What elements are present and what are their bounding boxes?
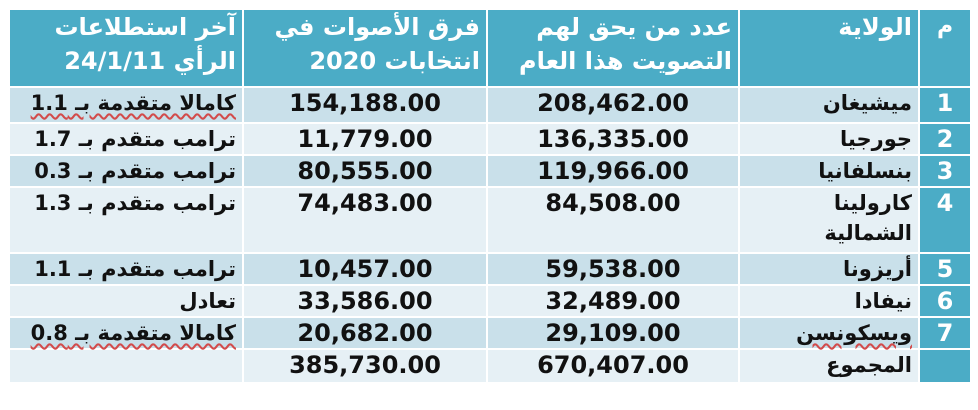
poll-result xyxy=(9,317,243,349)
table-row xyxy=(9,187,971,253)
table-row xyxy=(9,123,971,155)
total-label: المجموع xyxy=(739,349,919,383)
poll-result: تعادل xyxy=(9,285,243,317)
poll-result xyxy=(9,87,243,123)
margin-2020-value: 10,457.00 xyxy=(243,253,487,285)
row-index: 3 xyxy=(919,155,971,187)
header-margin-2020: فرق الأصوات في انتخابات 2020 xyxy=(243,9,487,87)
header-row xyxy=(9,9,971,87)
header-state: الولاية xyxy=(739,9,919,87)
eligible-voters-value: 119,966.00 xyxy=(487,155,739,187)
table-row xyxy=(9,155,971,187)
margin-2020-value: 11,779.00 xyxy=(243,123,487,155)
poll-result: ترامب متقدم بـ 1.3 xyxy=(9,187,243,253)
poll-result: ترامب متقدم بـ 0.3 xyxy=(9,155,243,187)
margin-2020-value: 154,188.00 xyxy=(243,87,487,123)
eligible-voters-value: 136,335.00 xyxy=(487,123,739,155)
eligible-voters-value: 84,508.00 xyxy=(487,187,739,253)
results-table-container xyxy=(8,8,970,402)
swing-states-table xyxy=(8,8,972,384)
margin-2020-value: 74,483.00 xyxy=(243,187,487,253)
row-index: 7 xyxy=(919,317,971,349)
margin-2020-value: 20,682.00 xyxy=(243,317,487,349)
state-name: أريزونا xyxy=(739,253,919,285)
header-latest-polls: آخر استطلاعات الرأي 24/1/11 xyxy=(9,9,243,87)
eligible-voters-value: 208,462.00 xyxy=(487,87,739,123)
total-eligible-voters: 670,407.00 xyxy=(487,349,739,383)
total-row xyxy=(9,349,971,383)
state-name: جورجيا xyxy=(739,123,919,155)
row-index: 6 xyxy=(919,285,971,317)
table-row xyxy=(9,253,971,285)
eligible-voters-value: 32,489.00 xyxy=(487,285,739,317)
eligible-voters-value: 29,109.00 xyxy=(487,317,739,349)
total-margin-2020: 385,730.00 xyxy=(243,349,487,383)
row-index: 1 xyxy=(919,87,971,123)
state-name xyxy=(739,317,919,349)
table-row xyxy=(9,87,971,123)
poll-text: كامالا متقدمة بـ 1.1 xyxy=(30,91,236,115)
state-name: ميشيغان xyxy=(739,87,919,123)
row-index-empty xyxy=(919,349,971,383)
margin-2020-value: 80,555.00 xyxy=(243,155,487,187)
eligible-voters-value: 59,538.00 xyxy=(487,253,739,285)
state-name: بنسلفانيا xyxy=(739,155,919,187)
margin-2020-value: 33,586.00 xyxy=(243,285,487,317)
row-index: 4 xyxy=(919,187,971,253)
poll-result: ترامب متقدم بـ 1.7 xyxy=(9,123,243,155)
table-row xyxy=(9,285,971,317)
state-text: ويسكونسن xyxy=(796,321,912,345)
header-index: م xyxy=(919,9,971,87)
poll-text: كامالا متقدمة بـ 0.8 xyxy=(30,321,236,345)
row-index: 2 xyxy=(919,123,971,155)
state-name: نيفادا xyxy=(739,285,919,317)
row-index: 5 xyxy=(919,253,971,285)
header-eligible-voters: عدد من يحق لهم التصويت هذا العام xyxy=(487,9,739,87)
poll-result: ترامب متقدم بـ 1.1 xyxy=(9,253,243,285)
table-row xyxy=(9,317,971,349)
total-poll xyxy=(9,349,243,383)
state-name: كارولينا الشمالية xyxy=(739,187,919,253)
